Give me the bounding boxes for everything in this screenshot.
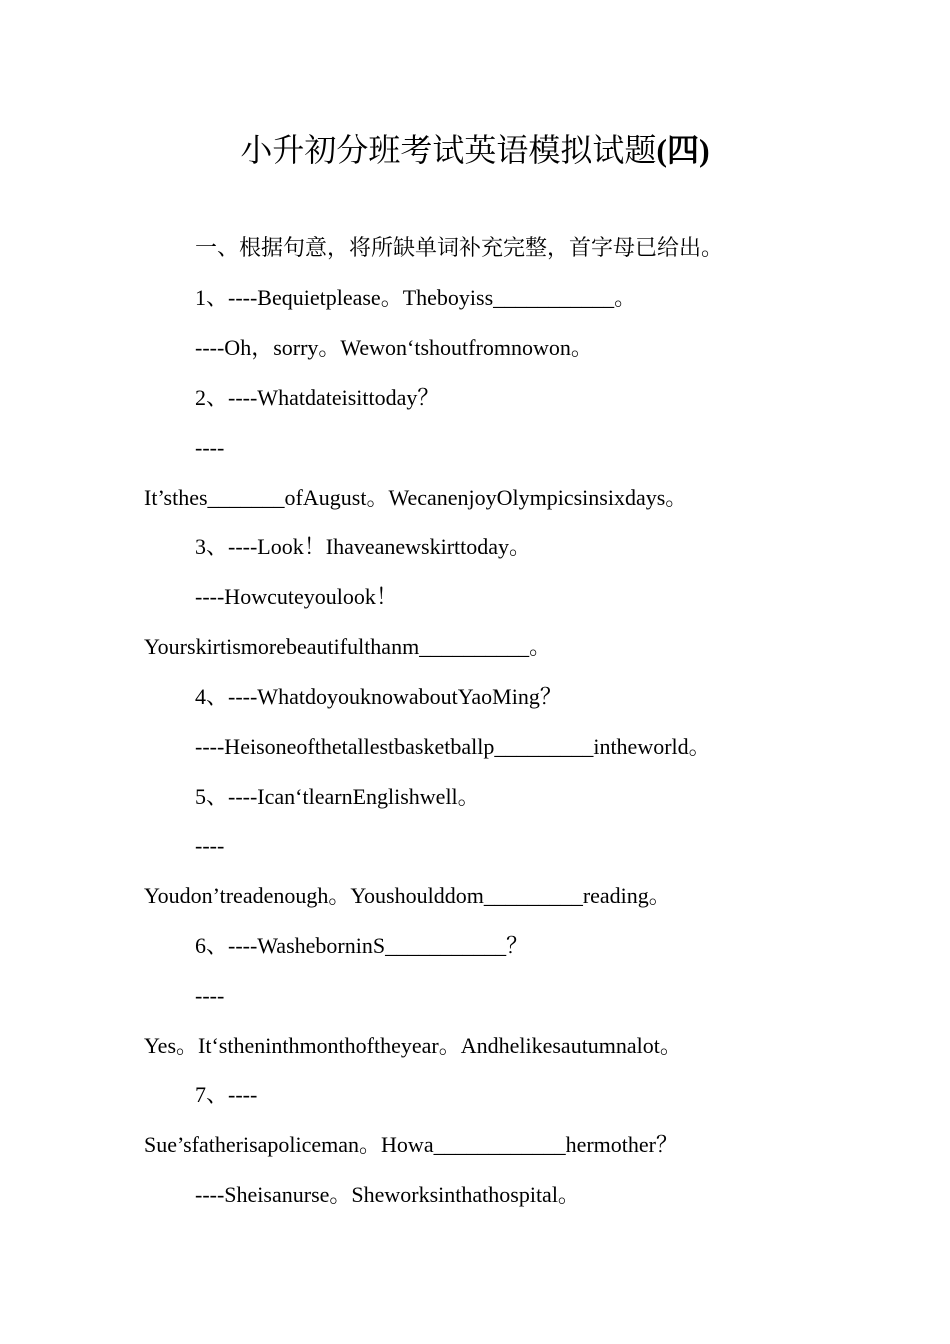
- question-6-dash: ----: [195, 983, 225, 1008]
- question-1-reply: ----Oh，sorry。Wewon‘tshoutfromnowon。: [195, 335, 593, 360]
- question-3-reply-end: Yourskirtismorebeautifulthanm__________。: [144, 634, 552, 659]
- section-heading: 一、根据句意，将所缺单词补充完整，首字母已给出。: [195, 235, 724, 260]
- question-3-prompt: 3、----Look！Ihaveanewskirttoday。: [195, 534, 532, 559]
- question-5-prompt: 5、----Ican‘tlearnEnglishwell。: [195, 784, 480, 809]
- title-main: 小升初分班考试英语模拟试题: [240, 132, 657, 168]
- question-6-prompt: 6、----WasheborninS___________？: [195, 933, 529, 958]
- title-suffix: (四): [656, 132, 710, 168]
- question-7-number: 7、----: [195, 1082, 258, 1107]
- question-5-reply: Youdon’treadenough。Youshoulddom_________reading。: [144, 883, 671, 908]
- question-2-prompt: 2、----Whatdateisittoday？: [195, 385, 440, 410]
- question-3-reply-start: ----Howcuteyoulook！: [195, 584, 398, 609]
- question-1-prompt: 1、----Bequietplease。Theboyiss___________。: [195, 285, 637, 310]
- question-7-reply: ----Sheisanurse。Sheworksinthathospital。: [195, 1182, 580, 1207]
- question-5-dash: ----: [195, 833, 225, 858]
- page-title: [0, 124, 950, 176]
- question-6-reply: Yes。It‘stheninthmonthoftheyear。Andhelikesautumnalot。: [144, 1033, 682, 1058]
- question-4-reply: ----Heisoneofthetallestbasketballp_________intheworld。: [195, 734, 711, 759]
- question-2-dash: ----: [195, 435, 225, 460]
- question-2-reply: It’sthes_______ofAugust。WecanenjoyOlympicsinsixdays。: [144, 485, 688, 510]
- question-7-prompt: Sue’sfatherisapoliceman。Howa____________hermother？: [144, 1132, 678, 1157]
- question-4-prompt: 4、----WhatdoyouknowaboutYaoMing？: [195, 684, 562, 709]
